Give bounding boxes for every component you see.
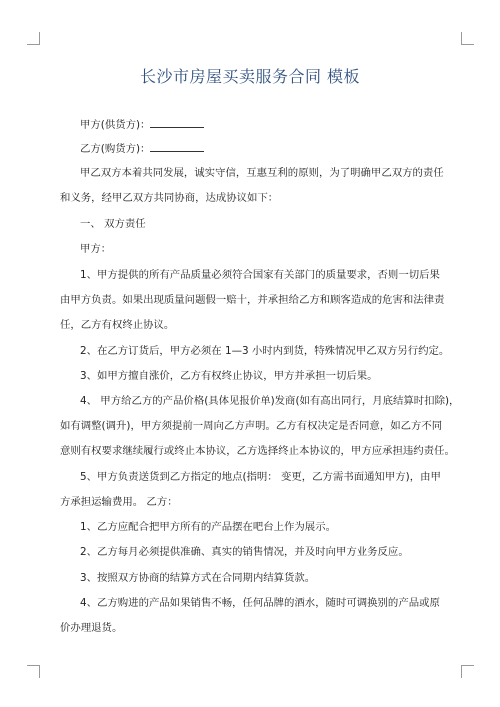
party-b-blank (150, 141, 204, 152)
body-line: 2、在乙方订货后，甲方必须在 1—3 小时内到货，特殊情况甲乙双方另行约定。 (80, 345, 450, 357)
body-line: 和义务，经甲乙双方共同协商，达成协议如下： (60, 192, 279, 204)
party-a-blank (150, 117, 204, 128)
crop-mark-top-left (27, 32, 40, 45)
body-line: 由甲方负责。如果出现质量问题假一赔十，并承担给乙方和顾客造成的危害和法律责 (60, 294, 445, 306)
body-line: 意则有权要求继续履行或终止本协议，乙方选择终止本协议的，甲方应承担违约责任。 (60, 445, 455, 457)
party-a-field (80, 117, 204, 132)
crop-mark-bottom-right (461, 665, 474, 678)
body-line: 1、甲方提供的所有产品质量必须符合国家有关部门的质量要求，否则一切后果 (80, 269, 440, 281)
crop-mark-bottom-left (27, 665, 40, 678)
subsection-heading: 甲方： (80, 243, 112, 255)
body-line: 3、按照双方协商的结算方式在合同期内结算货款。 (80, 572, 316, 584)
body-line: 3、如甲方擅自涨价，乙方有权终止协议，甲方并承担一切后果。 (80, 370, 378, 382)
party-a-label: 甲方(供货方)： (80, 119, 151, 131)
body-line: 2、乙方每月必须提供准确、真实的销售情况，并及时向甲方业务反应。 (80, 546, 409, 558)
body-line: 甲乙双方本着共同发展，诚实守信，互惠互利的原则，为了明确甲乙双方的责任 (80, 167, 444, 179)
body-line: 4、乙方购进的产品如果销售不畅，任何品牌的酒水，随时可调换别的产品或原 (80, 597, 440, 609)
body-line: 5、甲方负责送货到乙方指定的地点(指明： 变更，乙方需书面通知甲方)，由甲 (80, 471, 441, 483)
crop-mark-top-right (461, 32, 474, 45)
body-line: 方承担运输费用。 乙方： (60, 496, 178, 508)
body-line: 任，乙方有权终止协议。 (60, 319, 175, 331)
party-b-label: 乙方(购货方)： (80, 143, 151, 155)
party-b-field (80, 141, 204, 156)
body-line: 1、乙方应配合把甲方所有的产品摆在吧台上作为展示。 (80, 521, 336, 533)
body-line: 价办理退货。 (60, 622, 123, 634)
document-title: 长沙市房屋买卖服务合同 模板 (139, 67, 361, 86)
section-heading: 一、 双方责任 (80, 218, 146, 230)
body-line: 如有调整(调升)，甲方须提前一周向乙方声明。乙方有权决定是否同意，如乙方不同 (60, 420, 443, 432)
body-line: 4、 甲方给乙方的产品价格(具体见报价单)发商(如有高出同行，月底结算时扣除)， (80, 395, 460, 407)
